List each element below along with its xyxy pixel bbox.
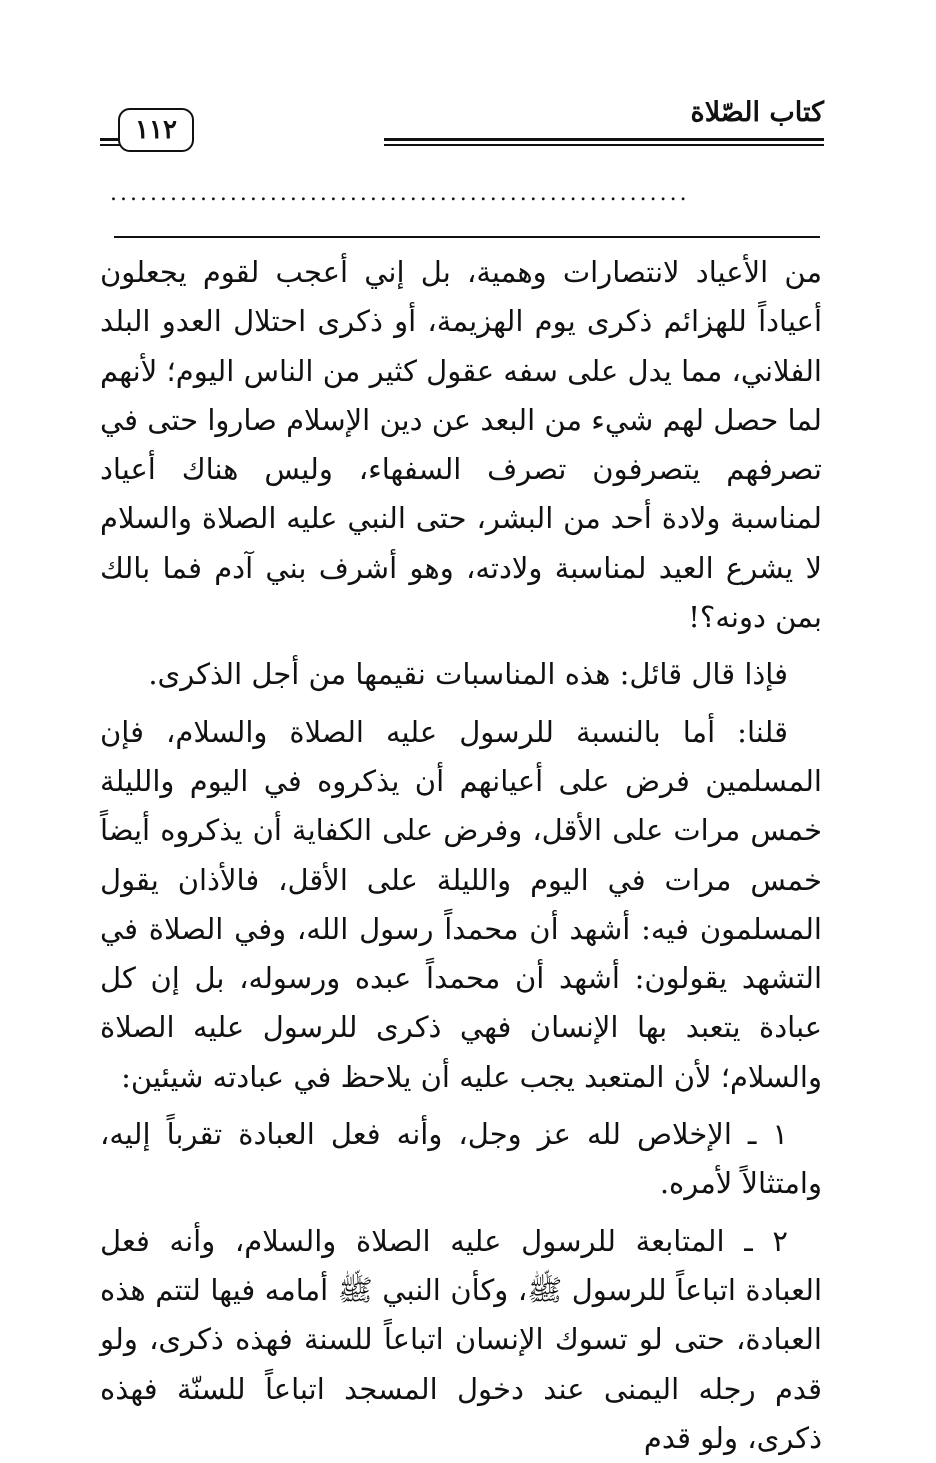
list-item: ٢ ـ المتابعة للرسول عليه الصلاة والسلام، وأنه فعل العبادة اتباعاً للرسول ﷺ، وكأن النبي ﷺ أمامه فيها لتتم هذه العبادة، حتى لو تسوك الإنسان اتباعاً للسنة فهذه ذكرى، ولو قدم رجله اليمنى عند دخول المسجد اتباعاً للسنّة فهذه ذكرى، ولو قدم [100,1223,822,1455]
separator-rule [114,236,820,238]
book-title: كتاب الصّلاة [690,97,824,128]
paragraph: فإذا قال قائل: هذه المناسبات نقيمها من أجل الذكرى. [148,657,788,692]
page-number-box [118,108,194,152]
body-text [100,248,822,1463]
page-number: ١١٢ [135,115,177,145]
page-header [100,96,824,158]
list-item: ١ ـ الإخلاص لله عز وجل، وأنه فعل العبادة تقرباً إليه، وامتثالاً لأمره. [100,1117,822,1201]
header-rule [384,144,824,146]
header-rule [384,138,824,141]
dotted-separator: .......................................................... [110,184,690,204]
paragraph: من الأعياد لانتصارات وهمية، بل إني أعجب لقوم يجعلون أعياداً للهزائم ذكرى يوم الهزيمة، أو ذكرى احتلال العدو البلد الفلاني، مما يدل على سفه عقول كثير من الناس اليوم؛ لأنهم لما حصل لهم شيء من البعد عن دين الإسلام صاروا حتى في تصرفهم يتصرفون تصرف السفهاء، وليس هناك أعياد لمناسبة ولادة أحد من البشر، حتى النبي عليه الصلاة والسلام لا يشرع العيد لمناسبة ولادته، وهو أشرف بني آدم فما بالك بمن دونه؟! [100,255,822,635]
paragraph: قلنا: أما بالنسبة للرسول عليه الصلاة والسلام، فإن المسلمين فرض على أعيانهم أن يذكروه في اليوم والليلة خمس مرات على الأقل، وفرض على الكفاية أن يذكروه أيضاً خمس مرات في اليوم والليلة على الأقل، فالأذان يقول المسلمون فيه: أشهد أن محمداً رسول الله، وفي الصلاة في التشهد يقولون: أشهد أن محمداً عبده ورسوله، بل إن كل عبادة يتعبد بها الإنسان فهي ذكرى للرسول عليه الصلاة والسلام؛ لأن المتعبد يجب عليه أن يلاحظ في عبادته شيئين: [100,714,822,1094]
